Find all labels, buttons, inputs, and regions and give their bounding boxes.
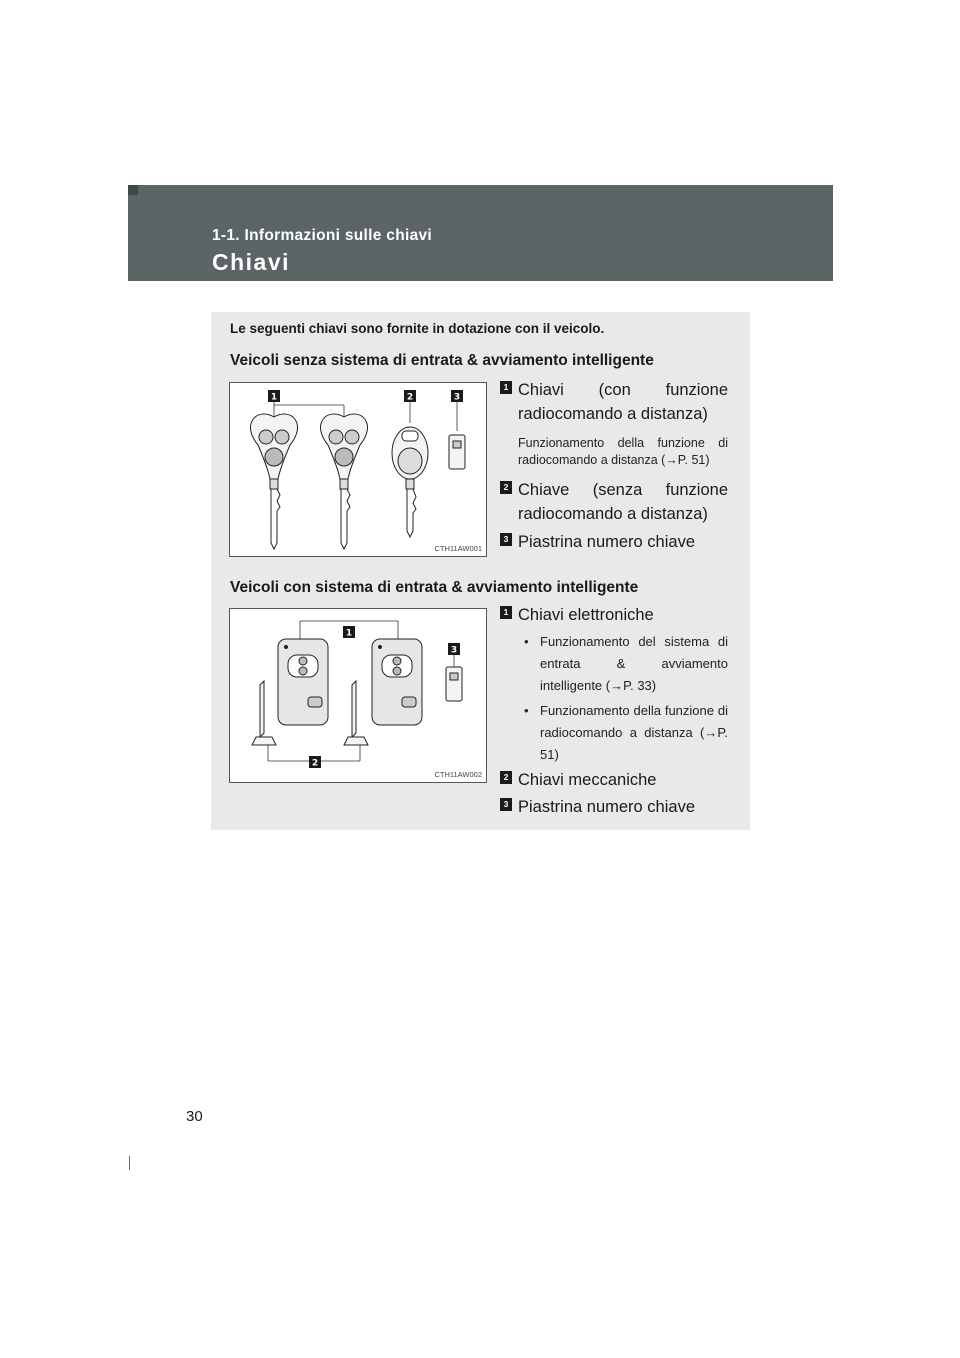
page-title: Chiavi xyxy=(212,249,291,275)
bullet-dot: • xyxy=(524,703,529,718)
keys-standard-illustration xyxy=(230,383,486,556)
item-text: Chiavi meccaniche xyxy=(518,771,657,789)
list-item xyxy=(500,768,728,792)
svg-text:1: 1 xyxy=(270,392,278,403)
bullet-text: Funzionamento della funzione di radiocomando a distanza (→P. 51) xyxy=(540,703,728,762)
smart-key-1 xyxy=(278,639,328,725)
mechanical-key-2 xyxy=(344,681,368,745)
content-panel xyxy=(211,312,750,830)
number-badge: 2 xyxy=(500,481,512,494)
number-badge: 3 xyxy=(500,533,512,546)
bullet-text: Funzionamento del sistema di entrata & avviamento intelligente (→P. 33) xyxy=(540,634,728,693)
svg-text:3: 3 xyxy=(453,392,461,403)
number-badge: 1 xyxy=(500,606,512,619)
section-label: 1-1. Informazioni sulle chiavi xyxy=(212,227,433,244)
figure-keys-smart xyxy=(229,608,487,783)
group1-item-list xyxy=(500,378,728,554)
bullet-dot: • xyxy=(524,634,529,649)
svg-text:2: 2 xyxy=(311,758,319,769)
number-badge: 1 xyxy=(500,381,512,394)
number-badge: 3 xyxy=(500,798,512,811)
figure-keys-standard xyxy=(229,382,487,557)
page-number: 30 xyxy=(186,1108,203,1125)
list-item xyxy=(500,795,728,819)
keys-smart-illustration xyxy=(230,609,486,782)
list-item xyxy=(500,378,728,468)
bullet-item xyxy=(518,631,728,697)
group2-item-list xyxy=(500,603,728,819)
item-note: Funzionamento della funzione di radiocomando a distanza (→P. 51) xyxy=(518,436,728,467)
list-item xyxy=(500,530,728,554)
figure-code: CTH11AW001 xyxy=(434,544,482,553)
remote-key-2 xyxy=(320,414,367,549)
section-header xyxy=(128,185,833,281)
intro-text: Le seguenti chiavi sono fornite in dotazione con il veicolo. xyxy=(230,321,605,336)
header-corner-mark xyxy=(128,185,138,195)
bullet-item xyxy=(518,700,728,766)
item-text: Chiavi elettroniche xyxy=(518,606,654,624)
list-item xyxy=(500,478,728,526)
item-text: Piastrina numero chiave xyxy=(518,533,696,551)
item-text: Chiave (senza funzione radiocomando a distanza) xyxy=(518,481,728,523)
key-number-plate xyxy=(449,435,465,469)
margin-tick xyxy=(129,1156,130,1170)
item-text: Piastrina numero chiave xyxy=(518,798,696,816)
list-item xyxy=(500,603,728,627)
group2-heading: Veicoli con sistema di entrata & avviamento intelligente xyxy=(230,579,639,596)
plain-key xyxy=(392,427,428,537)
smart-key-2 xyxy=(372,639,422,725)
remote-key-1 xyxy=(250,414,297,549)
svg-text:3: 3 xyxy=(450,645,458,656)
figure-code: CTH11AW002 xyxy=(434,770,482,779)
item-text: Chiavi (con funzione radiocomando a distanza) xyxy=(518,381,728,423)
number-badge: 2 xyxy=(500,771,512,784)
svg-text:1: 1 xyxy=(345,628,353,639)
callout-badges xyxy=(268,390,463,403)
group1-heading: Veicoli senza sistema di entrata & avviamento intelligente xyxy=(230,352,654,369)
mechanical-key-1 xyxy=(252,681,276,745)
key-number-plate xyxy=(446,667,462,701)
svg-text:2: 2 xyxy=(406,392,414,403)
